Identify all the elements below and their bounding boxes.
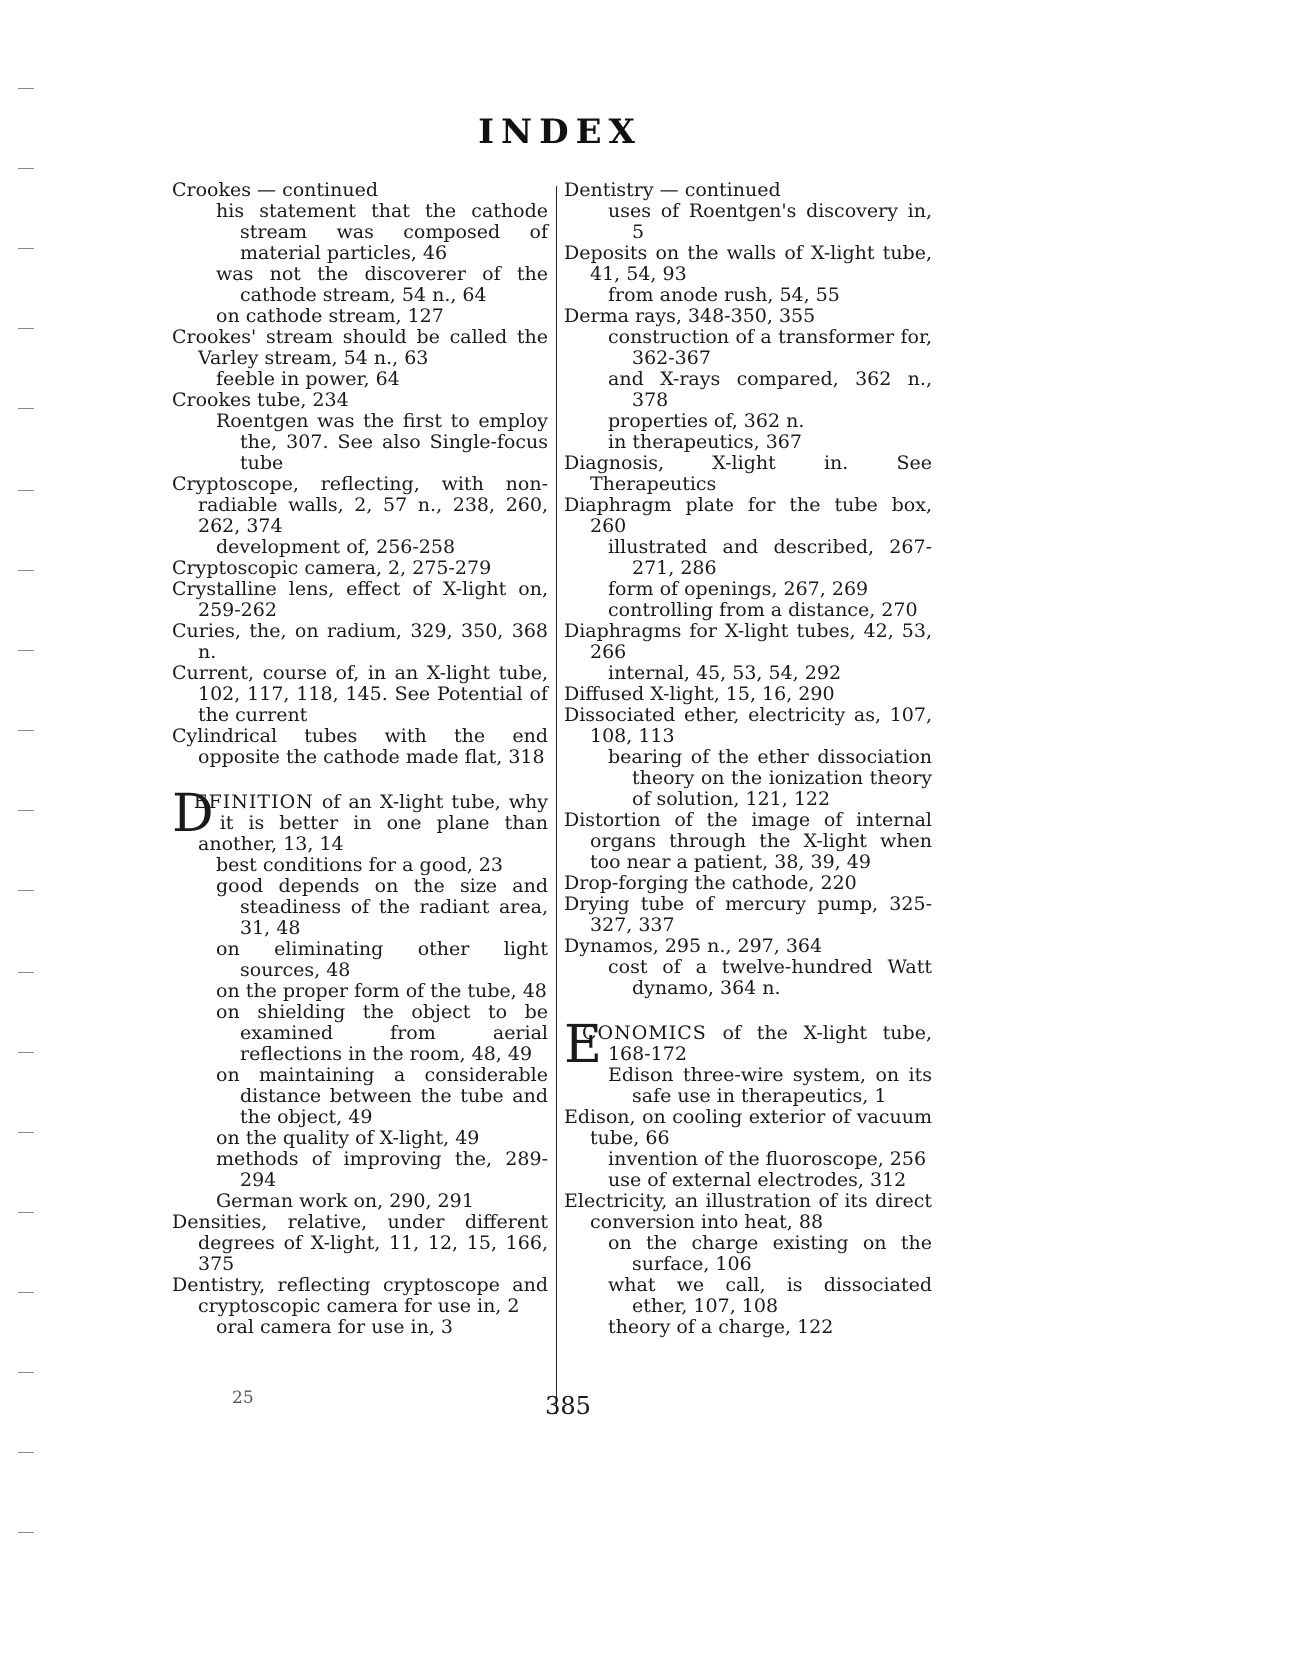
margin-tick xyxy=(18,1132,34,1133)
index-entry: Dissociated ether, electricity as, 107, 108, 113 xyxy=(564,704,932,747)
index-entry: Cylindrical tubes with the end opposite the cathode made flat, 318 xyxy=(172,725,548,768)
index-entry: Diaphragms for X-light tubes, 42, 53, 266 xyxy=(564,620,932,663)
index-entry: Deposits on the walls of X-light tube, 41, 54, 93 xyxy=(564,242,932,285)
margin-tick xyxy=(18,1532,34,1533)
margin-tick xyxy=(18,810,34,811)
page-number: 385 xyxy=(545,1392,591,1420)
index-subentry: invention of the fluoroscope, 256 xyxy=(608,1148,927,1170)
index-entry: Distortion of the image of internal organs through the X-light when too near a patient, 38, 39, 49 xyxy=(564,809,932,873)
index-subentry: theory of a charge, 122 xyxy=(608,1316,834,1338)
signature-mark: 25 xyxy=(232,1388,254,1408)
margin-tick xyxy=(18,408,34,409)
index-subentry: cost of a twelve-hundred Watt dynamo, 364 n. xyxy=(608,956,932,999)
margin-tick xyxy=(18,328,34,329)
index-subentry: construction of a transformer for, 362-367 xyxy=(608,326,932,369)
index-subentry: Roentgen was the first to employ the, 307. See also Single-focus tube xyxy=(216,410,548,474)
index-entry-text: of the X-light tube, 168-172 xyxy=(607,1022,932,1065)
index-subentry: in therapeutics, 367 xyxy=(608,431,802,453)
index-entry: Cryptoscope, reflecting, with non-radiable walls, 2, 57 n., 238, 260, 262, 374 xyxy=(172,473,548,537)
index-column-right xyxy=(564,180,932,1338)
index-subentry: controlling from a distance, 270 xyxy=(608,599,918,621)
index-entry: Dynamos, 295 n., 297, 364 xyxy=(564,935,823,957)
index-entry: Curies, the, on radium, 329, 350, 368 n. xyxy=(172,620,548,663)
index-subentry: was not the discoverer of the cathode stream, 54 n., 64 xyxy=(216,263,548,306)
index-entry: Diffused X-light, 15, 16, 290 xyxy=(564,683,835,705)
index-subentry: good depends on the size and steadiness of the radiant area, 31, 48 xyxy=(216,875,548,939)
index-subentry: what we call, is dissociated ether, 107, 108 xyxy=(608,1274,932,1317)
index-entry: Current, course of, in an X-light tube, 102, 117, 118, 145. See Potential of the current xyxy=(172,662,548,726)
index-subentry: form of openings, 267, 269 xyxy=(608,578,869,600)
margin-tick xyxy=(18,650,34,651)
index-subentry: bearing of the ether dissociation theory on the ionization theory of solution, 121, 122 xyxy=(608,746,932,810)
index-entry: Electricity, an illustration of its direct conversion into heat, 88 xyxy=(564,1190,932,1233)
margin-tick xyxy=(18,88,34,89)
margin-tick xyxy=(18,570,34,571)
index-subentry: best conditions for a good, 23 xyxy=(216,854,503,876)
section-d-heading-entry xyxy=(172,784,548,855)
margin-tick xyxy=(18,1292,34,1293)
index-entry: Crookes' stream should be called the Varley stream, 54 n., 63 xyxy=(172,326,548,369)
index-subentry: properties of, 362 n. xyxy=(608,410,805,432)
drop-cap-e: E xyxy=(564,1015,602,1075)
index-subentry: on the charge existing on the surface, 106 xyxy=(608,1232,932,1275)
index-entry: Dentistry, reflecting cryptoscope and cryptoscopic camera for use in, 2 xyxy=(172,1274,548,1317)
index-entry: Crystalline lens, effect of X-light on, 259-262 xyxy=(172,578,548,621)
section-heading-word: EFINITION xyxy=(193,791,314,813)
margin-tick xyxy=(18,1212,34,1213)
index-entry: Densities, relative, under different degrees of X-light, 11, 12, 15, 166, 375 xyxy=(172,1211,548,1275)
index-subentry: uses of Roentgen's discovery in, 5 xyxy=(608,200,932,243)
margin-tick xyxy=(18,1372,34,1373)
index-subentry: and X-rays compared, 362 n., 378 xyxy=(608,368,932,411)
index-subentry: development of, 256-258 xyxy=(216,536,456,558)
margin-tick xyxy=(18,890,34,891)
index-subentry: on eliminating other light sources, 48 xyxy=(216,938,548,981)
index-entry: Derma rays, 348-350, 355 xyxy=(564,305,816,327)
index-subentry: Edison three-wire system, on its safe use in therapeutics, 1 xyxy=(608,1064,932,1107)
index-entry: Dentistry — continued xyxy=(564,179,781,201)
margin-tick xyxy=(18,730,34,731)
index-subentry: on shielding the object to be examined from aerial reflections in the room, 48, 49 xyxy=(216,1001,548,1065)
section-heading-word: CONOMICS xyxy=(581,1022,707,1044)
index-entry: Drop-forging the cathode, 220 xyxy=(564,872,857,894)
margin-tick xyxy=(18,1052,34,1053)
margin-tick xyxy=(18,168,34,169)
margin-tick xyxy=(18,490,34,491)
index-column-left xyxy=(172,180,548,1338)
index-subentry: use of external electrodes, 312 xyxy=(608,1169,907,1191)
index-entry: Edison, on cooling exterior of vacuum tube, 66 xyxy=(564,1106,932,1149)
index-subentry: on cathode stream, 127 xyxy=(216,305,444,327)
index-subentry: oral camera for use in, 3 xyxy=(216,1316,453,1338)
drop-cap-d: D xyxy=(172,784,214,844)
index-subentry: methods of improving the, 289-294 xyxy=(216,1148,548,1191)
index-subentry: on maintaining a considerable distance between the tube and the object, 49 xyxy=(216,1064,548,1128)
page-title: INDEX xyxy=(478,112,642,152)
index-subentry: on the proper form of the tube, 48 xyxy=(216,980,547,1002)
index-entry: Diaphragm plate for the tube box, 260 xyxy=(564,494,932,537)
scan-margin-ticks xyxy=(0,0,60,1656)
index-entry: Diagnosis, X-light in. See Therapeutics xyxy=(564,452,932,495)
index-entry: Crookes tube, 234 xyxy=(172,389,349,411)
section-e-heading-entry xyxy=(564,1015,932,1075)
index-subentry: feeble in power, 64 xyxy=(216,368,400,390)
index-subentry: from anode rush, 54, 55 xyxy=(608,284,840,306)
margin-tick xyxy=(18,972,34,973)
index-entry-text: of an X-light tube, why it is better in one plane than another, 13, 14 xyxy=(198,791,548,855)
index-subentry: his statement that the cathode stream was composed of material particles, 46 xyxy=(216,200,548,264)
index-subentry: on the quality of X-light, 49 xyxy=(216,1127,480,1149)
margin-tick xyxy=(18,248,34,249)
column-divider xyxy=(556,186,557,1414)
index-entry: Drying tube of mercury pump, 325-327, 337 xyxy=(564,893,932,936)
index-subentry: illustrated and described, 267-271, 286 xyxy=(608,536,932,579)
margin-tick xyxy=(18,1452,34,1453)
index-entry: Cryptoscopic camera, 2, 275-279 xyxy=(172,557,492,579)
index-entry: Crookes — continued xyxy=(172,179,378,201)
index-subentry: internal, 45, 53, 54, 292 xyxy=(608,662,842,684)
index-subentry: German work on, 290, 291 xyxy=(216,1190,474,1212)
